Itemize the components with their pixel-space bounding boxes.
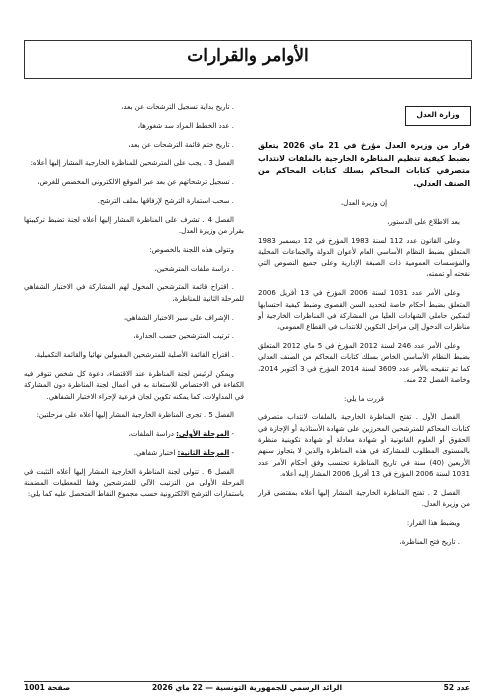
article-1: الفصل الأول . تفتح المناظرة الخارجية بالملفات لانتداب متصرفي كتابات المحاكم للمترشحين المحرزين على شهادة الأستاذية أو الإجازة في الحقوق أو العلوم القانونية أو شهادة معادلة أو شهادة تكوينية منظرة بالمستوى المطلوب للمشاركة في هذه المناظرة والذين لا يتجاوز سنهم الأربعين (40) سنة في تاريخ المناظرة تحتسب وفق أحكام الأمر عدد 1031 لسنة 2006 المؤرخ في 13 أفريل 2006 المشار إليه أعلاه. [258,413,471,478]
section-title: الأوامر والقرارات [187,46,309,66]
paragraph: وعلى الأمر عدد 1031 لسنة 2006 المؤرخ في 13 أفريل 2006 المتعلق بضبط أحكام خاصة لتحديد السن القصوى وضبط كيفية احتسابها لتمكين حاملي الشهادات العليا من المشاركة في المناظرات الخارجية أو مناظرات الدخول إلى مراحل التكوين للانتداب في القطاع العمومي، [258,289,470,332]
list-item: . ترتيب المترشحين حسب الجدارة، [133,332,234,341]
decision-line: قررت ما يلي: [344,394,384,403]
right-column [258,140,470,555]
stage-item: - المرحلة الثانية: اختبار شفاهي. [133,448,234,457]
article-2: الفصل 2 . تفتح المناظرة الخارجية المشار إليها أعلاه بمقتضى قرار من وزيرة العدل. [258,488,470,509]
ministry-box [405,106,471,126]
minister-line: إن وزيرة العدل، [340,199,388,207]
paragraph: وتتولى هذه اللجنة بالخصوص: [149,245,234,254]
paragraph: بعد الاطلاع على الدستور، [387,217,460,226]
stage-1-label: المرحلة الأولى: [176,430,230,439]
stage-2-text: اختبار شفاهي. [133,448,178,457]
footer-rule [24,681,470,682]
issue-number: عدد 52 [443,683,470,692]
paragraph: ويضبط هذا القرار: [406,518,460,527]
list-item: . عدد الخطط المراد سد شغورها، [137,121,234,130]
stage-1-text: دراسة الملفات، [128,430,177,439]
article-6: الفصل 6 . تتولى لجنة المناظرة الخارجية المشار إليها أعلاه التثبت في المرحلة الأولى من الترتيب الآلي للمترشحين وفقا للمعطيات المضمنة باستمارات الترشح الالكترونية حسب مجموع النقاط المتحصل عليه كما يلي: [24,467,244,499]
list-item: . تاريخ ختم قائمة الترشحات عن بعد، [128,140,234,149]
section-header [24,40,472,79]
left-column [24,102,244,508]
list-item: . تسجيل ترشحاتهم عن بعد عبر الموقع الالكتروني المخصص للغرض، [37,178,234,187]
article-5: الفصل 5 . تجرى المناظرة الخارجية المشار إليها أعلاه على مرحلتين: [36,411,234,420]
decree-title: قرار من وزيرة العدل مؤرخ في 21 ماي 2026 يتعلق بضبط كيفية تنظيم المناظرة الخارجية بالملفات لانتداب متصرفي كتابات المحاكم بسلك كتابات المحاكم من الصنف العدلي. [258,141,470,188]
stage-2-label: المرحلة الثانية: [177,448,230,457]
list-item: . اقتراح القائمة الأصلية للمترشحين المقبولين نهائيا والقائمة التكميلية. [34,351,234,360]
paragraph: وعلى القانون عدد 112 لسنة 1983 المؤرخ في 12 ديسمبر 1983 المتعلق بضبط النظام الأساسي العام لأعوان الدولة والجماعات المحلية والمؤسسات العمومية ذات الصبغة الإدارية وعلى جميع النصوص التي نقحته أو تممته، [258,236,470,279]
ministry-label: وزارة العدل [416,110,460,119]
journal-name: الرائد الرسمي للجمهورية التونسية — 22 ماي 2026 [151,683,343,692]
article-3: الفصل 3 . يجب على المترشحين للمناظرة الخارجية المشار إليها أعلاه: [30,159,234,168]
list-item: . دراسة ملفات المترشحين، [154,264,234,273]
stage-item: - المرحلة الأولى: دراسة الملفات، [128,430,234,439]
page-number: صفحة 1001 [24,683,71,692]
list-item: . تاريخ فتح المناظرة، [399,537,460,546]
list-item: . اقتراح قائمة المترشحين المخول لهم المشاركة في الاختبار الشفاهي للمرحلة الثانية للمناظرة، [24,283,244,303]
list-item: . سحب استمارة الترشح لإرفاقها بملف الترشح. [97,196,234,205]
list-item: . الإشراف على سير الاختبار الشفاهي، [123,313,234,322]
paragraph: ويمكن لرئيس لجنة المناظرة عند الاقتضاء، دعوة كل شخص تتوفر فيه الكفاءة في الاختصاص للاستعانة به في أعمال لجنة المناظرة دون المشاركة في المداولات، كما يمكنه تكوين لجان فرعية لإجراء الاختبار الشفاهي. [24,369,244,401]
paragraph: وعلى الأمر عدد 246 لسنة 2012 المؤرخ في 5 ماي 2012 المتعلق بضبط النظام الأساسي الخاص بسلك كتابات المحاكم من الصنف العدلي كما تم تنقيحه بالأمر عدد 3609 لسنة 2014 المؤرخ في 3 أكتوبر 2014، وخاصة الفصل 22 منه. [258,341,471,384]
article-4: الفصل 4 . تشرف على المناظرة المشار إليها أعلاه لجنة تضبط تركيبتها بقرار من وزيرة العدل. [24,215,244,236]
list-item: . تاريخ بداية تسجيل الترشحات عن بعد، [121,103,234,111]
